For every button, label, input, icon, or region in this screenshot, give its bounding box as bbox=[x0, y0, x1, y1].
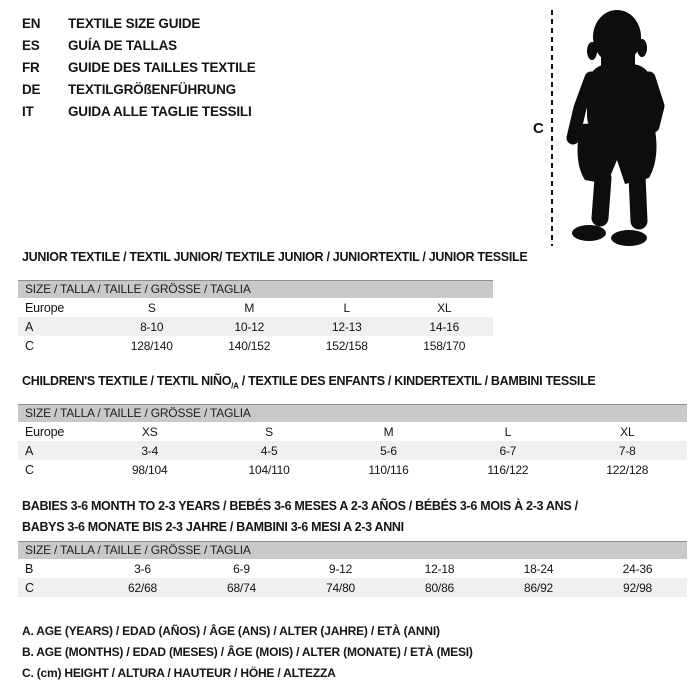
language-code: EN bbox=[22, 16, 41, 31]
size-header-bar: SIZE / TALLA / TAILLE / GRÖSSE / TAGLIA bbox=[18, 280, 493, 298]
table-cell: 7-8 bbox=[568, 441, 687, 460]
table-cell: S bbox=[265, 424, 273, 439]
language-code: DE bbox=[22, 82, 41, 97]
language-row-en bbox=[22, 13, 256, 35]
language-row-it bbox=[22, 101, 256, 123]
language-code: ES bbox=[22, 38, 40, 53]
table-row-europe bbox=[18, 422, 687, 441]
babies-title-line2: BABYS 3-6 MONATE BIS 2-3 JAHRE / BAMBINI 3-6 MESI A 2-3 ANNI bbox=[22, 520, 404, 534]
table-cell: 74/80 bbox=[291, 578, 390, 597]
table-cell: M bbox=[244, 300, 255, 315]
table-cell: L bbox=[504, 424, 512, 439]
height-measure-label: C bbox=[533, 120, 544, 137]
table-cell: 6-7 bbox=[448, 441, 567, 460]
children-title-post: / TEXTILE DES ENFANTS / KINDERTEXTIL / BAMBINI TESSILE bbox=[238, 374, 596, 388]
table-cell: 152/158 bbox=[325, 338, 368, 353]
language-list bbox=[22, 13, 256, 123]
row-label: Europe bbox=[25, 424, 65, 439]
language-row-es bbox=[22, 35, 256, 57]
table-cell: 128/140 bbox=[130, 338, 173, 353]
table-row-europe bbox=[18, 298, 493, 317]
language-title: TEXTILE SIZE GUIDE bbox=[68, 16, 201, 31]
table-cell: 116/122 bbox=[487, 462, 529, 477]
language-title: GUIDA ALLE TAGLIE TESSILI bbox=[68, 104, 252, 119]
table-cell: 98/104 bbox=[131, 462, 168, 477]
table-cell: L bbox=[343, 300, 350, 315]
children-size-table bbox=[18, 404, 687, 479]
table-cell: 68/74 bbox=[192, 578, 291, 597]
table-cell: 10-12 bbox=[201, 317, 299, 336]
table-cell: 18-24 bbox=[523, 561, 554, 576]
table-cell: 110/116 bbox=[368, 462, 409, 477]
table-cell: 3-4 bbox=[90, 441, 209, 460]
table-cell: 3-6 bbox=[134, 561, 151, 576]
babies-size-table bbox=[18, 541, 687, 597]
size-header-bar: SIZE / TALLA / TAILLE / GRÖSSE / TAGLIA bbox=[18, 541, 687, 559]
table-row-age bbox=[18, 317, 493, 336]
children-title-pre: CHILDREN'S TEXTILE / TEXTIL NIÑO bbox=[22, 374, 232, 388]
table-row-age bbox=[18, 441, 687, 460]
table-cell: 140/152 bbox=[228, 338, 271, 353]
table-cell: M bbox=[383, 424, 394, 439]
table-cell: 4-5 bbox=[209, 441, 328, 460]
row-label: C bbox=[25, 338, 34, 353]
table-cell: 5-6 bbox=[329, 441, 448, 460]
language-title: TEXTILGRÖßENFÜHRUNG bbox=[68, 82, 236, 97]
table-cell: 92/98 bbox=[588, 578, 687, 597]
toddler-silhouette-icon bbox=[525, 6, 695, 248]
table-cell: 62/68 bbox=[93, 578, 192, 597]
table-cell: 122/128 bbox=[606, 462, 649, 477]
table-cell: 158/170 bbox=[423, 338, 466, 353]
table-cell: 12-13 bbox=[298, 317, 396, 336]
children-title-sub: /A bbox=[231, 381, 239, 391]
language-row-de bbox=[22, 79, 256, 101]
children-section-title bbox=[22, 374, 595, 391]
table-row-height bbox=[18, 336, 493, 355]
row-label: A bbox=[18, 317, 103, 336]
junior-section-title: JUNIOR TEXTILE / TEXTIL JUNIOR/ TEXTILE JUNIOR / JUNIORTEXTIL / JUNIOR TESSILE bbox=[22, 250, 528, 264]
language-title: GUÍA DE TALLAS bbox=[68, 38, 177, 53]
language-code: FR bbox=[22, 60, 40, 75]
row-label: C bbox=[25, 462, 34, 477]
size-header-bar: SIZE / TALLA / TAILLE / GRÖSSE / TAGLIA bbox=[18, 404, 687, 422]
babies-title-line1: BABIES 3-6 MONTH TO 2-3 YEARS / BEBÉS 3-6 MESES A 2-3 AÑOS / BÉBÉS 3-6 MOIS À 2-3 ANS / bbox=[22, 499, 578, 513]
table-cell: 24-36 bbox=[622, 561, 653, 576]
language-code: IT bbox=[22, 104, 34, 119]
table-row-height bbox=[18, 578, 687, 597]
table-cell: 104/110 bbox=[248, 462, 290, 477]
junior-size-table bbox=[18, 280, 493, 355]
row-label: A bbox=[18, 441, 90, 460]
babies-section-title bbox=[22, 496, 578, 538]
table-cell: 8-10 bbox=[103, 317, 201, 336]
legend-line-a: A. AGE (YEARS) / EDAD (AÑOS) / ÂGE (ANS) / ALTER (JAHRE) / ETÀ (ANNI) bbox=[22, 624, 440, 638]
table-row-height bbox=[18, 460, 687, 479]
table-cell: 14-16 bbox=[396, 317, 494, 336]
table-cell: XL bbox=[620, 424, 635, 439]
table-cell: 86/92 bbox=[489, 578, 588, 597]
table-cell: 9-12 bbox=[328, 561, 353, 576]
table-row-months bbox=[18, 559, 687, 578]
language-title: GUIDE DES TAILLES TEXTILE bbox=[68, 60, 256, 75]
row-label: Europe bbox=[25, 300, 65, 315]
figure-area bbox=[525, 6, 695, 248]
row-label: B bbox=[25, 561, 34, 576]
legend bbox=[22, 621, 473, 684]
legend-line-b: B. AGE (MONTHS) / EDAD (MESES) / ÂGE (MOIS) / ALTER (MONATE) / ETÀ (MESI) bbox=[22, 645, 473, 659]
table-cell: XS bbox=[141, 424, 158, 439]
language-row-fr bbox=[22, 57, 256, 79]
legend-line-c: C. (cm) HEIGHT / ALTURA / HAUTEUR / HÖHE / ALTEZZA bbox=[22, 666, 336, 680]
table-cell: 80/86 bbox=[390, 578, 489, 597]
table-cell: S bbox=[147, 300, 156, 315]
table-cell: 12-18 bbox=[424, 561, 455, 576]
row-label: C bbox=[18, 578, 93, 597]
table-cell: 6-9 bbox=[233, 561, 250, 576]
table-cell: XL bbox=[437, 300, 452, 315]
